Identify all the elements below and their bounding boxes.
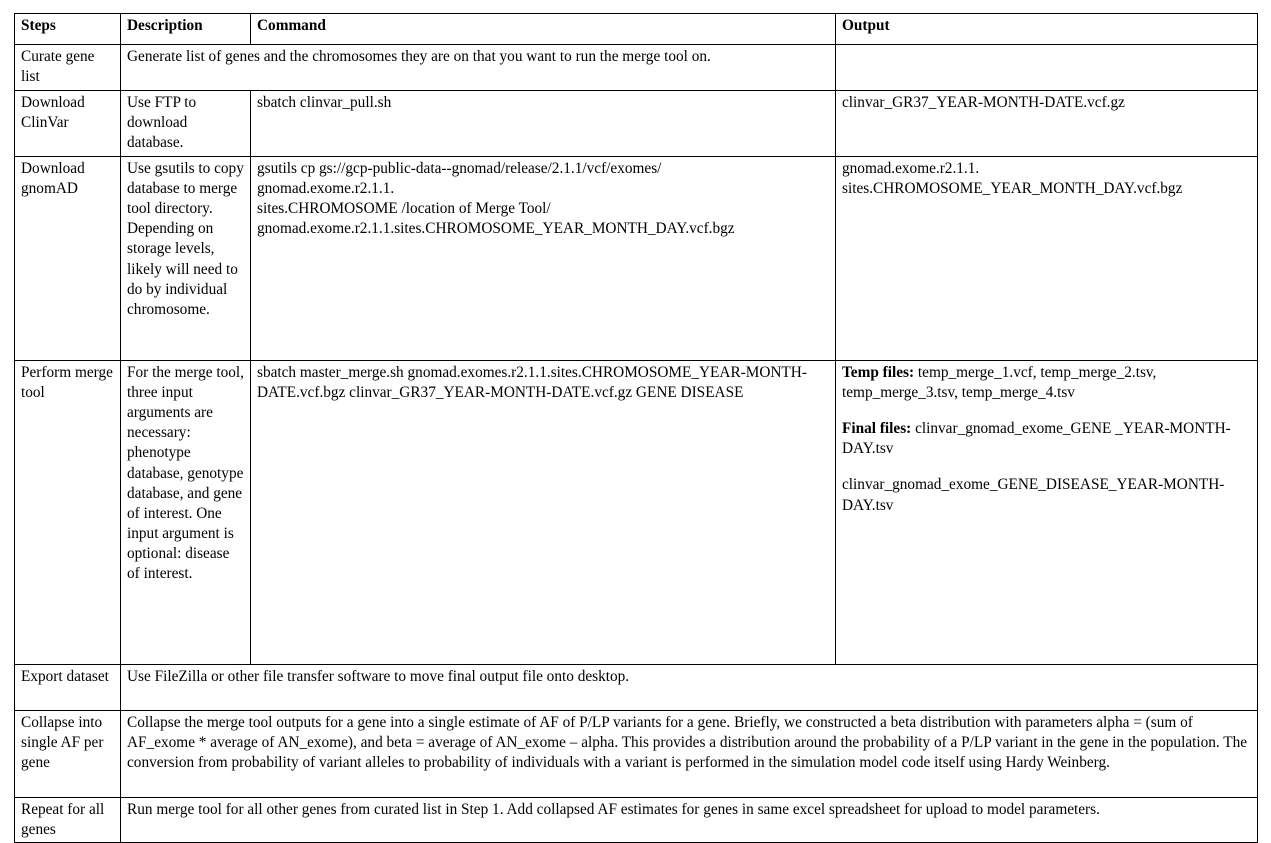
description-repeat-all-genes: Run merge tool for all other genes from curated list in Step 1. Add collapsed AF estimates for genes in same excel spreadsheet for upload to model parameters. <box>121 797 1258 842</box>
table-row <box>15 360 1258 664</box>
description-download-clinvar: Use FTP to download database. <box>121 91 251 157</box>
command-line: gnomad.exome.r2.1.1. <box>257 179 395 197</box>
table-row <box>15 91 1258 157</box>
output-download-clinvar: clinvar_GR37_YEAR-MONTH-DATE.vcf.gz <box>836 91 1258 157</box>
step-name-collapse-af: Collapse into single AF per gene <box>15 710 121 797</box>
temp-files-value: temp_merge_1.vcf, temp_merge_2.tsv, temp_merge_3.tsv, temp_merge_4.tsv <box>842 363 1157 401</box>
column-header-output: Output <box>836 14 1258 45</box>
command-download-gnomad <box>251 156 836 360</box>
table-row <box>15 664 1258 710</box>
temp-files-label: Temp files: <box>842 363 915 381</box>
final-files-label: Final files: <box>842 419 912 437</box>
table-row <box>15 710 1258 797</box>
description-download-gnomad: Use gsutils to copy database to merge tool directory. Depending on storage levels, likely will need to do by individual chromosome. <box>121 156 251 360</box>
table-row <box>15 156 1258 360</box>
merge-tool-procedure-table <box>14 13 1258 843</box>
description-curate-gene-list: Generate list of genes and the chromosomes they are on that you want to run the merge tool on. <box>121 45 836 91</box>
step-name-perform-merge-tool: Perform merge tool <box>15 360 121 664</box>
output-final-files <box>842 419 1252 459</box>
command-line: gnomad.exome.r2.1.1.sites.CHROMOSOME_YEAR_MONTH_DAY.vcf.bgz <box>257 220 735 238</box>
column-header-command: Command <box>251 14 836 45</box>
output-temp-files <box>842 363 1252 403</box>
table-header-row <box>15 14 1258 45</box>
command-line: gsutils cp gs://gcp-public-data--gnomad/release/2.1.1/vcf/exomes/ <box>257 159 662 177</box>
step-name-repeat-all-genes: Repeat for all genes <box>15 797 121 842</box>
command-perform-merge-tool: sbatch master_merge.sh gnomad.exomes.r2.1.1.sites.CHROMOSOME_YEAR-MONTH-DATE.vcf.bgz clinvar_GR37_YEAR-MONTH-DATE.vcf.gz GENE DISEASE <box>251 360 836 664</box>
output-extra-file: clinvar_gnomad_exome_GENE_DISEASE_YEAR-MONTH-DAY.tsv <box>842 476 1225 514</box>
column-header-description: Description <box>121 14 251 45</box>
description-collapse-af: Collapse the merge tool outputs for a gene into a single estimate of AF of P/LP variants for a gene. Briefly, we constructed a beta distribution with parameters alpha = (sum of AF_exome * average of AN_exome), and beta = average of AN_exome – alpha. This provides a distribution around the probability of a P/LP variant in the gene in the population. The conversion from probability of variant alleles to probability of individuals with a variant is performed in the simulation model code itself using Hardy Weinberg. <box>121 710 1258 797</box>
description-export-dataset: Use FileZilla or other file transfer software to move final output file onto desktop. <box>121 664 1258 710</box>
description-perform-merge-tool: For the merge tool, three input arguments are necessary: phenotype database, genotype database, and gene of interest. One input argument is optional: disease of interest. <box>121 360 251 664</box>
step-name-download-clinvar: Download ClinVar <box>15 91 121 157</box>
column-header-steps: Steps <box>15 14 121 45</box>
table-row <box>15 797 1258 842</box>
final-files-value: clinvar_gnomad_exome_GENE _YEAR-MONTH-DAY.tsv <box>842 419 1231 458</box>
step-name-curate-gene-list: Curate gene list <box>15 45 121 91</box>
output-line: gnomad.exome.r2.1.1. <box>842 159 980 177</box>
step-name-export-dataset: Export dataset <box>15 664 121 710</box>
command-line: sites.CHROMOSOME /location of Merge Tool/ <box>257 199 551 217</box>
output-curate-gene-list <box>836 45 1258 91</box>
table-row <box>15 45 1258 91</box>
step-name-download-gnomad: Download gnomAD <box>15 156 121 360</box>
output-download-gnomad <box>836 156 1258 360</box>
command-download-clinvar: sbatch clinvar_pull.sh <box>251 91 836 157</box>
output-line: sites.CHROMOSOME_YEAR_MONTH_DAY.vcf.bgz <box>842 179 1183 197</box>
output-perform-merge-tool <box>836 360 1258 664</box>
